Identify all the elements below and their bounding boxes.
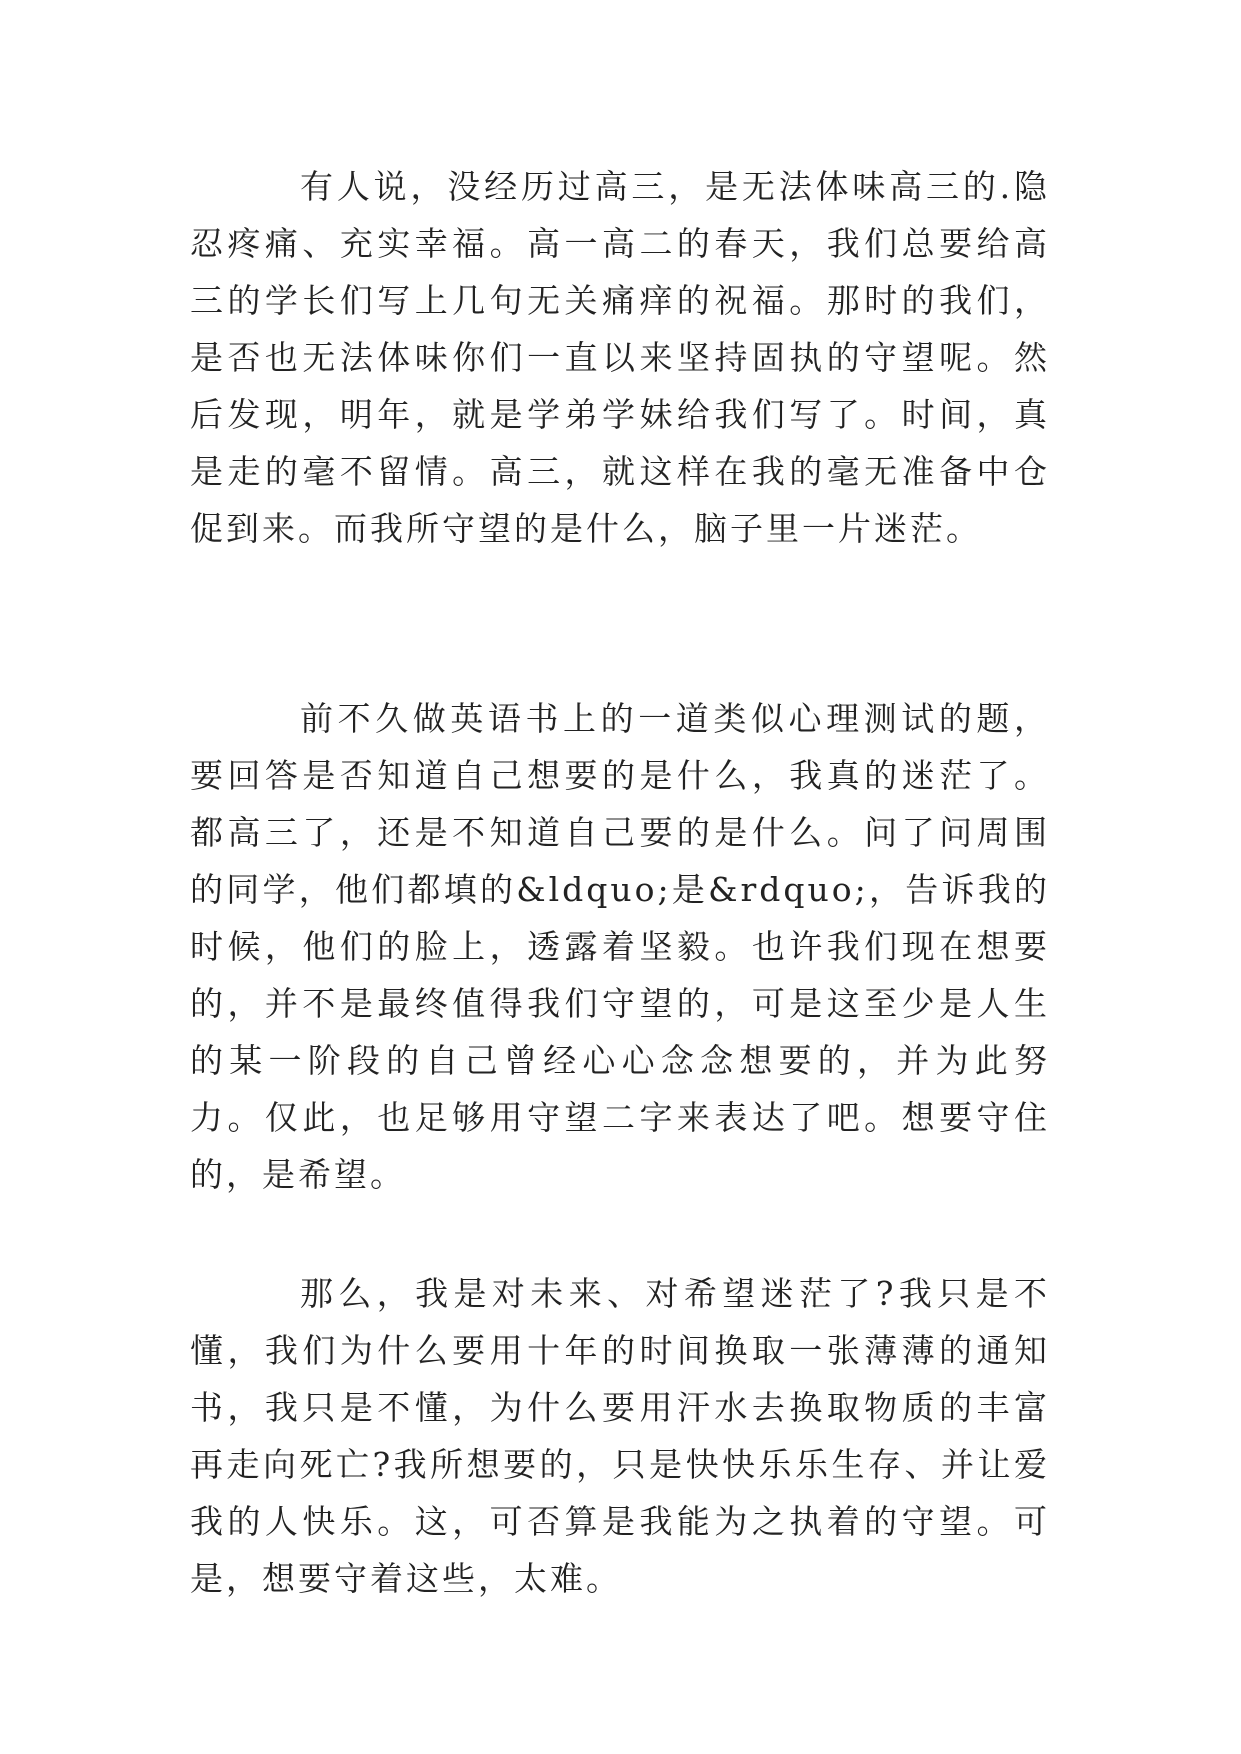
paragraph-3: 那么，我是对未来、对希望迷茫了?我只是不懂，我们为什么要用十年的时间换取一张薄薄的通知书，我只是不懂，为什么要用汗水去换取物质的丰富再走向死亡?我所想要的，只是快快乐乐生存、并让爱我的人快乐。这，可否算是我能为之执着的守望。可是，想要守着这些，太难。 <box>190 1274 1050 1598</box>
paragraph-1: 有人说，没经历过高三，是无法体味高三的.隐忍疼痛、充实幸福。高一高二的春天，我们总要给高三的学长们写上几句无关痛痒的祝福。那时的我们，是否也无法体味你们一直以来坚持固执的守望呢。然后发现，明年，就是学弟学妹给我们写了。时间，真是走的毫不留情。高三，就这样在我的毫无准备中仓促到来。而我所守望的是什么，脑子里一片迷茫。 <box>190 167 1050 548</box>
paragraph-2: 前不久做英语书上的一道类似心理测试的题，要回答是否知道自己想要的是什么，我真的迷茫了。都高三了，还是不知道自己要的是什么。问了问周围的同学，他们都填的&ldquo;是&rdquo;，告诉我的时候，他们的脸上，透露着坚毅。也许我们现在想要的，并不是最终值得我们守望的，可是这至少是人生的某一阶段的自己曾经心心念念想要的，并为此努力。仅此，也足够用守望二字来表达了吧。想要守住的，是希望。 <box>190 699 1050 1194</box>
